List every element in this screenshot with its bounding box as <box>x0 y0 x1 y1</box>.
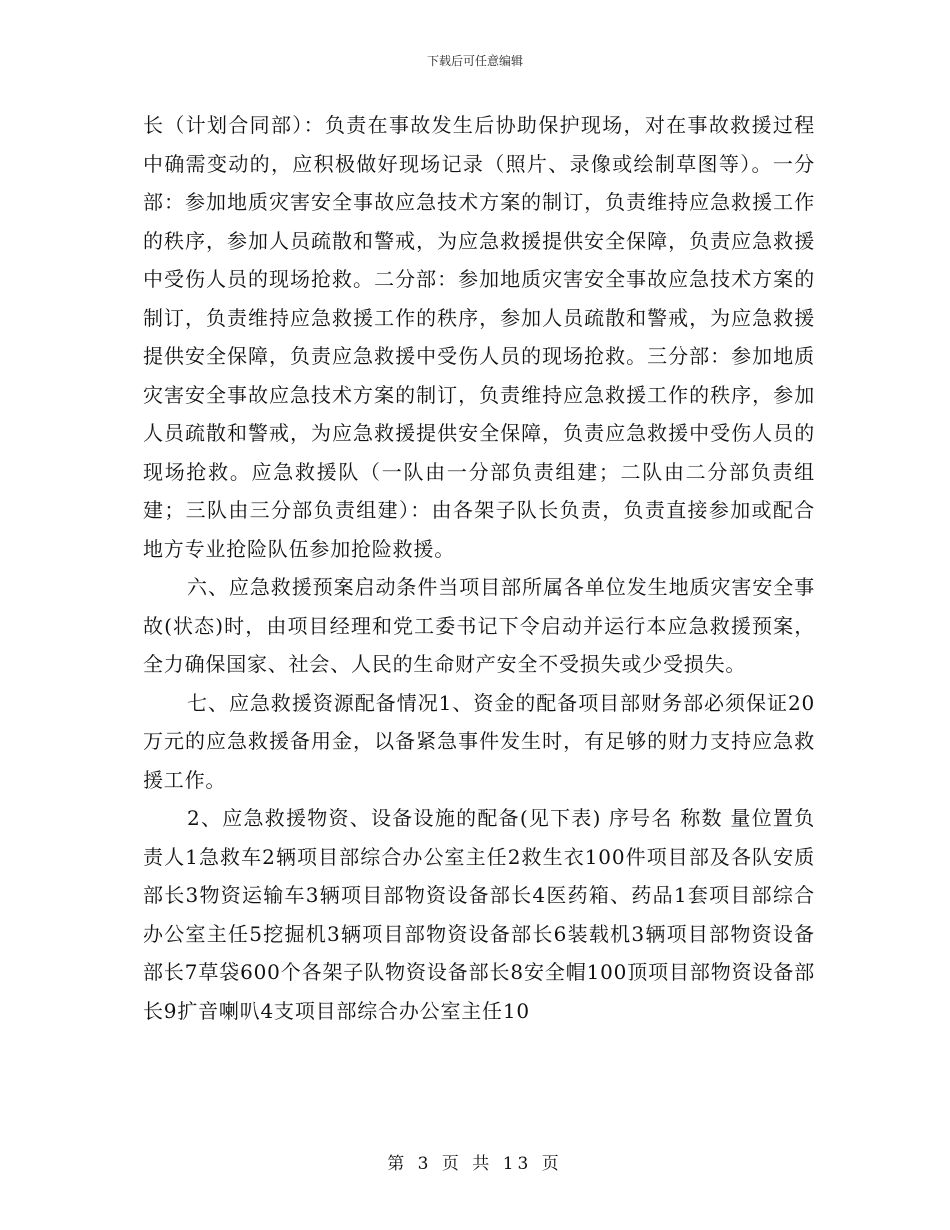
paragraph-equipment-list: 2、应急救援物资、设备设施的配备(见下表) 序号名 称数 量位置负责人1急救车2辆项目部综合办公室主任2救生衣100件项目部及各队安质部长3物资运输车3辆项目部物资设备部长4医药箱、药品1套项目部综合办公室主任5挖掘机3辆项目部物资设备部长6装载机3辆项目部物资设备部长7草袋600个各架子队物资设备部长8安全帽100顶项目部物资设备部长9扩音喇叭4支项目部综合办公室主任10 <box>143 806 815 1023</box>
page-header: 下载后可任意编辑 <box>426 54 523 68</box>
document-body <box>143 106 815 1030</box>
page-number: 第 3 页 共 13 页 <box>387 1154 563 1174</box>
paragraph-section-6: 六、应急救援预案启动条件当项目部所属各单位发生地质灾害安全事故(状态)时，由项目经理和党工委书记下令启动并运行本应急救援预案，全力确保国家、社会、人民的生命财产安全不受损失或少受损失。 <box>143 575 815 676</box>
paragraph-responsibilities: 长（计划合同部）：负责在事故发生后协助保护现场，对在事故救援过程中确需变动的，应积极做好现场记录（照片、录像或绘制草图等）。一分部：参加地质灾害安全事故应急技术方案的制订，负责维持应急救援工作的秩序，参加人员疏散和警戒，为应急救援提供安全保障，负责应急救援中受伤人员的现场抢救。二分部：参加地质灾害安全事故应急技术方案的制订，负责维持应急救援工作的秩序，参加人员疏散和警戒，为应急救援提供安全保障，负责应急救援中受伤人员的现场抢救。三分部：参加地质灾害安全事故应急技术方案的制订，负责维持应急救援工作的秩序，参加人员疏散和警戒，为应急救援提供安全保障，负责应急救援中受伤人员的现场抢救。应急救援队（一队由一分部负责组建；二队由二分部负责组建；三队由三分部负责组建）：由各架子队长负责，负责直接参加或配合地方专业抢险队伍参加抢险救援。 <box>143 113 815 561</box>
paragraph-section-7: 七、应急救援资源配备情况1、资金的配备项目部财务部必须保证20万元的应急救援备用金，以备紧急事件发生时，有足够的财力支持应急救援工作。 <box>143 690 815 792</box>
